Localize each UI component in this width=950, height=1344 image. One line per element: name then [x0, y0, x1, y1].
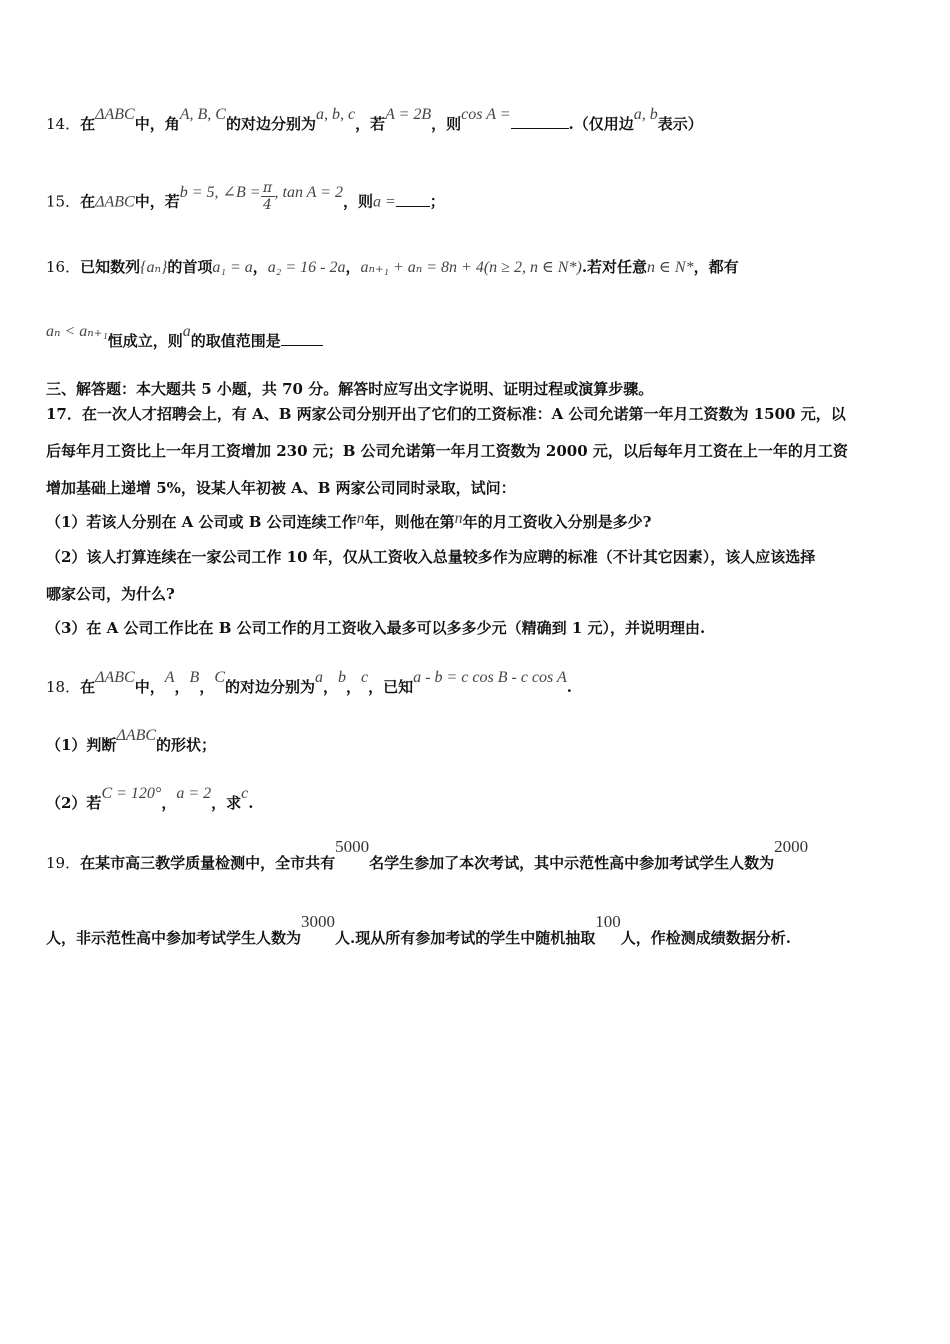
math-condition: A = 2B — [385, 106, 432, 123]
text: 年的月工资收入分别是多少? — [462, 513, 652, 531]
text: ，都有 — [693, 258, 739, 276]
fraction-numerator: π — [262, 180, 273, 196]
math-c: c — [361, 669, 369, 686]
math-tan: , tan A = 2 — [274, 183, 343, 201]
question-17-part2-line1: （2）该人打算连续在一家公司工作 10 年，仅从工资收入总量较多作为应聘的标准（不计其它因素），该人应该选择 — [46, 548, 816, 566]
text: 的对边分别为 — [225, 115, 316, 133]
question-17-part3: （3）在 A 公司工作比在 B 公司工作的月工资收入最多可以多多少元（精确到 1 元），并说明理由. — [46, 619, 706, 637]
math-triangle: ΔABC — [95, 669, 135, 686]
question-18-part2 — [46, 785, 254, 814]
text: 人，作检测成绩数据分析. — [620, 929, 791, 947]
question-18-part1 — [46, 727, 217, 756]
math-sides: a, b, c — [315, 106, 356, 123]
text: ， — [161, 794, 177, 812]
text: 中，若 — [134, 192, 180, 211]
text: ， — [346, 678, 362, 696]
text: （1）判断 — [46, 736, 117, 754]
question-15 — [46, 180, 445, 219]
text: 表示） — [657, 115, 703, 133]
text: ，若 — [355, 115, 386, 133]
text: ， — [252, 258, 268, 276]
text: 的首项 — [167, 258, 213, 276]
fraction-denominator: 4 — [263, 197, 272, 213]
math-A: A — [164, 669, 175, 686]
text: （2）若 — [46, 794, 102, 812]
question-19-cont — [46, 912, 791, 948]
math-triangle: ΔABC — [116, 727, 157, 744]
answer-blank — [511, 114, 569, 129]
math-C: C — [214, 669, 225, 686]
math-n: n ∈ N* — [647, 259, 694, 276]
text: ； — [429, 192, 445, 211]
text: 在 — [80, 678, 96, 696]
question-17-part1 — [46, 512, 651, 533]
text: 恒成立，则 — [107, 332, 183, 350]
math-sequence: {aₙ} — [140, 259, 168, 276]
text: ，则 — [342, 192, 373, 211]
text: ， — [174, 678, 190, 696]
question-16 — [46, 257, 739, 278]
text: 中，角 — [134, 115, 180, 133]
math-a2: a₂ = 16 - 2a — [267, 259, 346, 276]
math-n: n — [356, 510, 365, 527]
math-C120: C = 120° — [101, 785, 162, 802]
text: . — [248, 794, 254, 812]
number-2000: 2000 — [774, 837, 809, 856]
text: ，已知 — [368, 678, 414, 696]
math-cos: cos A = — [461, 106, 511, 123]
text: 已知数列 — [80, 258, 141, 276]
answer-blank — [281, 331, 323, 346]
question-17-line3: 增加基础上递增 5%，设某人年初被 A、B 两家公司同时录取，试问： — [46, 479, 516, 497]
question-14 — [46, 106, 703, 135]
math-triangle: ΔABC — [95, 193, 135, 211]
math-a2: a = 2 — [176, 785, 212, 802]
math-c: c — [241, 785, 249, 802]
question-16-cont — [46, 323, 323, 352]
question-number: 16． — [46, 258, 81, 276]
question-number: 19． — [46, 854, 81, 872]
question-19 — [46, 837, 809, 873]
answer-blank — [396, 192, 430, 207]
text: 在某市高三教学质量检测中，全市共有 — [80, 854, 336, 872]
text: 名学生参加了本次考试，其中示范性高中参加考试学生人数为 — [369, 854, 775, 872]
math-b: b = 5, ∠B = — [179, 183, 261, 201]
math-inequality: aₙ < aₙ₊₁ — [46, 323, 108, 340]
math-angles: A, B, C — [179, 106, 226, 123]
question-number: 14． — [46, 115, 81, 133]
number-100: 100 — [595, 912, 621, 931]
section-heading: 三、解答题：本大题共 5 小题，共 70 分。解答时应写出文字说明、证明过程或演算步骤。 — [46, 380, 654, 398]
text: .（仅用边 — [568, 115, 634, 133]
text: 中， — [134, 678, 165, 696]
math-recurrence: aₙ₊₁ + aₙ = 8n + 4(n ≥ 2, n ∈ N*) — [360, 259, 582, 276]
text: 人，非示范性高中参加考试学生人数为 — [46, 929, 302, 947]
text: ，求 — [211, 794, 242, 812]
math-fraction — [261, 180, 275, 213]
question-17-part2-line2: 哪家公司，为什么? — [46, 585, 175, 603]
question-18 — [46, 669, 572, 698]
question-number: 15． — [46, 192, 81, 211]
number-5000: 5000 — [335, 837, 370, 856]
text: 的取值范围是 — [190, 332, 281, 350]
question-17-line2: 后每年月工资比上一年月工资增加 230 元；B 公司允诺第一年月工资数为 2000 元，以后每年月工资在上一年的月工资 — [46, 442, 848, 460]
math-a: a = — [372, 193, 396, 211]
math-a: a — [182, 323, 191, 340]
question-number: 18． — [46, 678, 81, 696]
text: ， — [345, 258, 361, 276]
math-B: B — [189, 669, 200, 686]
text: 在 — [80, 115, 96, 133]
text: ，则 — [431, 115, 462, 133]
text: 年，则他在第 — [364, 513, 455, 531]
text: . — [566, 678, 572, 696]
text: .若对任意 — [581, 258, 648, 276]
math-a: a — [315, 669, 324, 686]
math-ab: a, b — [633, 106, 658, 123]
text: （1）若该人分别在 A 公司或 B 公司连续工作 — [46, 513, 357, 531]
math-triangle: ΔABC — [95, 106, 135, 123]
text: 的形状； — [156, 736, 217, 754]
math-a1: a₁ = a — [212, 259, 253, 276]
text: ， — [199, 678, 215, 696]
math-b: b — [338, 669, 347, 686]
number-3000: 3000 — [301, 912, 336, 931]
text: 人.现从所有参加考试的学生中随机抽取 — [335, 929, 596, 947]
text: ， — [323, 678, 339, 696]
question-17-line1: 17．在一次人才招聘会上，有 A、B 两家公司分别开出了它们的工资标准：A 公司允诺第一年月工资数为 1500 元，以 — [46, 405, 846, 423]
text: 的对边分别为 — [225, 678, 316, 696]
math-equation: a - b = c cos B - c cos A — [413, 669, 567, 686]
text: 在 — [80, 192, 96, 211]
math-n: n — [454, 510, 463, 527]
